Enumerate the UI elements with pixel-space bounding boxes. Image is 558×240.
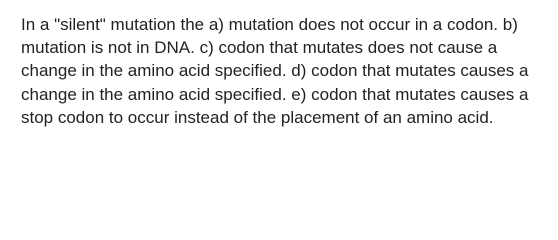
question-text: In a "silent" mutation the a) mutation does not occur in a codon. b) mutation is not in DNA. c) codon that mutates does not cause a change in the amino acid specified. d) codon that mutates causes a change in the amino acid specified. e) codon that mutates causes a stop codon to occur instead of the placement of an amino acid.	[21, 15, 529, 127]
